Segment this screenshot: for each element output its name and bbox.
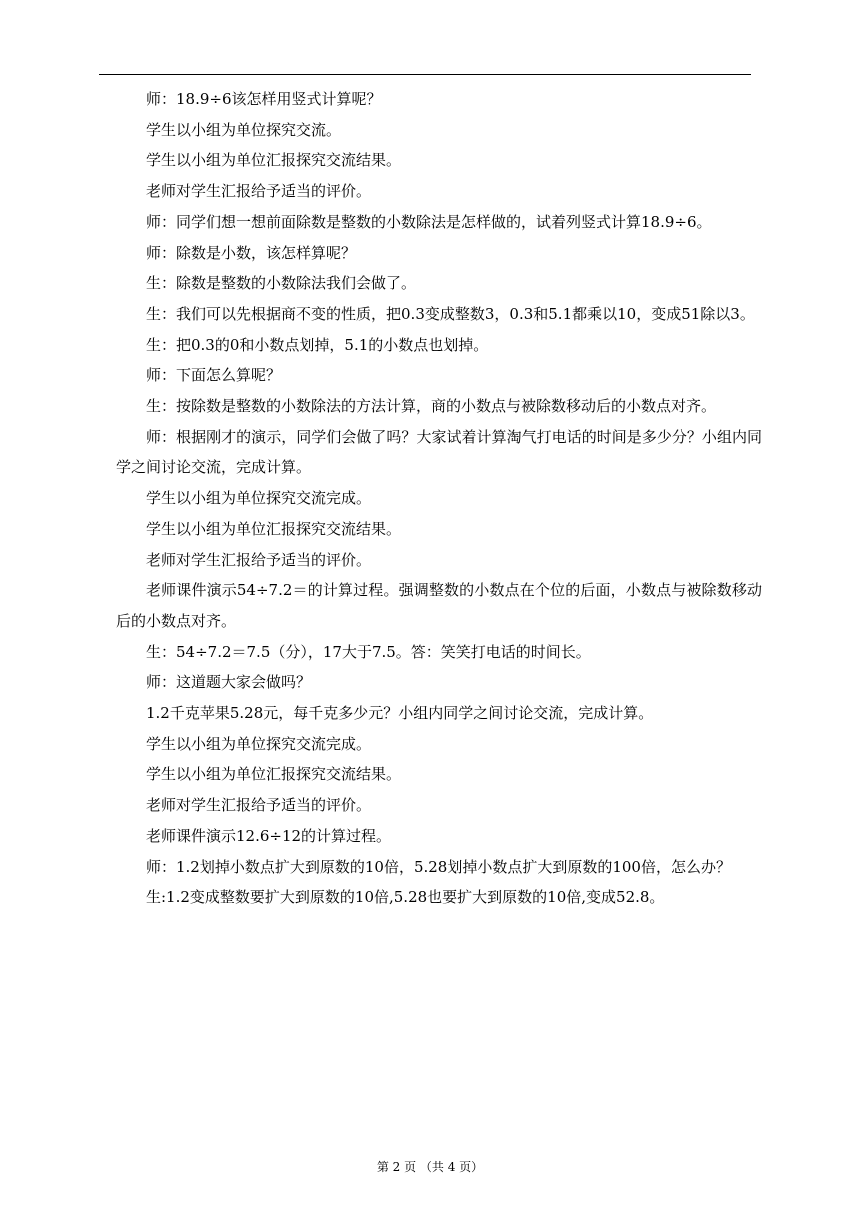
page-footer: 第 2 页 （共 4 页） bbox=[376, 1160, 484, 1174]
paragraph: 老师课件演示12.6÷12的计算过程。 bbox=[146, 826, 392, 845]
paragraph: 师：下面怎么算呢？ bbox=[146, 366, 282, 385]
header-rule bbox=[99, 74, 751, 75]
paragraph: 师：1.2划掉小数点扩大到原数的10倍，5.28划掉小数点扩大到原数的100倍，怎么办？ bbox=[146, 857, 731, 876]
paragraph: 老师对学生汇报给予适当的评价。 bbox=[146, 550, 372, 569]
paragraph: 生：我们可以先根据商不变的性质，把0.3变成整数3，0.3和5.1都乘以10，变成51除以3。 bbox=[146, 304, 755, 323]
paragraph: 1.2千克苹果5.28元，每千克多少元？小组内同学之间讨论交流，完成计算。 bbox=[146, 704, 654, 723]
paragraph: 学生以小组为单位汇报探究交流结果。 bbox=[146, 519, 402, 538]
paragraph: 学生以小组为单位探究交流完成。 bbox=[146, 734, 372, 753]
paragraph: 学生以小组为单位汇报探究交流结果。 bbox=[146, 765, 402, 784]
paragraph: 生：把0.3的0和小数点划掉，5.1的小数点也划掉。 bbox=[146, 335, 489, 354]
paragraph: 生：54÷7.2＝7.5（分），17大于7.5。答：笑笑打电话的时间长。 bbox=[146, 642, 591, 661]
paragraph: 师：同学们想一想前面除数是整数的小数除法是怎样做的，试着列竖式计算18.9÷6。 bbox=[146, 212, 712, 231]
paragraph: 师：18.9÷6该怎样用竖式计算呢？ bbox=[146, 90, 382, 108]
paragraph: 学生以小组为单位探究交流完成。 bbox=[146, 489, 372, 508]
paragraph: 生:1.2变成整数要扩大到原数的10倍,5.28也要扩大到原数的10倍,变成52.8。 bbox=[146, 888, 665, 907]
paragraph: 师：除数是小数，该怎样算呢？ bbox=[146, 243, 357, 262]
paragraph: 老师对学生汇报给予适当的评价。 bbox=[146, 182, 372, 201]
paragraph: 师：这道题大家会做吗？ bbox=[146, 673, 312, 692]
paragraph: 学生以小组为单位汇报探究交流结果。 bbox=[146, 151, 402, 170]
document-body bbox=[116, 84, 762, 913]
paragraph: 师：根据刚才的演示，同学们会做了吗？大家试着计算淘气打电话的时间是多少分？小组内同学之间讨论交流，完成计算。 bbox=[116, 427, 762, 477]
paragraph: 生：除数是整数的小数除法我们会做了。 bbox=[146, 274, 417, 293]
paragraph: 老师对学生汇报给予适当的评价。 bbox=[146, 796, 372, 815]
paragraph: 学生以小组为单位探究交流。 bbox=[146, 120, 342, 139]
paragraph: 老师课件演示54÷7.2＝的计算过程。强调整数的小数点在个位的后面，小数点与被除数移动后的小数点对齐。 bbox=[116, 581, 762, 630]
paragraph: 生：按除数是整数的小数除法的方法计算，商的小数点与被除数移动后的小数点对齐。 bbox=[146, 397, 717, 416]
